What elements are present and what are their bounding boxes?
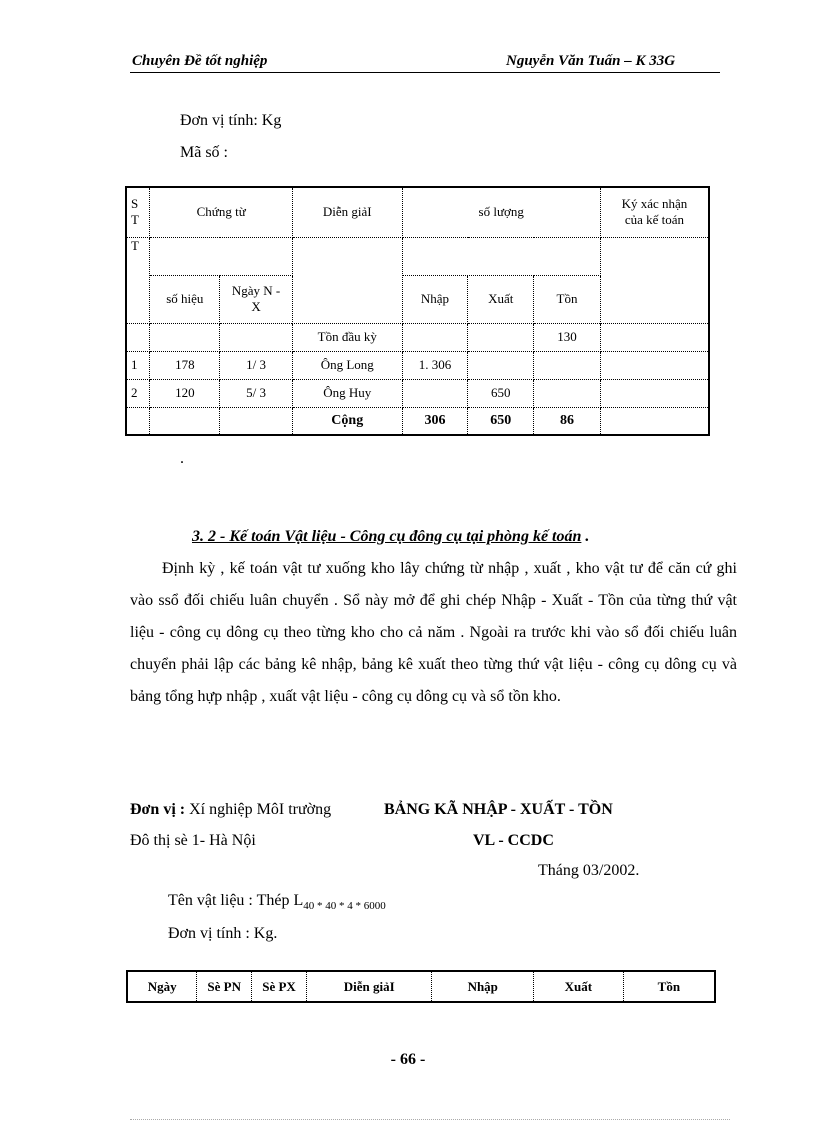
total-row (126, 407, 709, 435)
col-t: T (126, 237, 150, 323)
material-label: Tên vật liệu : Thép L (168, 892, 304, 909)
summary-col-date: Ngày (147, 978, 177, 994)
col-qty: số lượng (402, 187, 600, 237)
qty-spacer (402, 237, 600, 275)
header-left: Chuyên Đề tốt nghiệp (132, 53, 268, 69)
summary-table (126, 970, 716, 1003)
body-paragraph: Định kỳ , kế toán vật tư xuống kho lây chứng từ nhập , xuất , kho vật tư để căn cứ ghi vào ssổ đối chiếu luân chuyển . Sổ này mở để ghi chép Nhập - Xuất - Tồn của từng thứ vật liệu - công cụ dông cụ theo từng kho cho cả năm . Ngoài ra trước khi vào sổ đối chiếu luân chuyển phải lập các bảng kê nhập, bảng kê xuất theo từng thứ vật liệu - công cụ dông cụ và bảng tổng hựp nhập , xuất vật liệu - công cụ dông cụ và sổ tồn kho. (130, 560, 737, 705)
summary-col-in: Nhập (432, 971, 534, 1002)
stray-dot: . (180, 450, 184, 467)
report-month: Tháng 03/2002. (538, 862, 640, 879)
summary-col-stock: Tồn (623, 971, 715, 1002)
unit-line (130, 801, 331, 819)
sub-number: số hiệu (150, 275, 220, 323)
sub-out: Xuất (468, 275, 534, 323)
unit-label: Đơn vị tính: Kg (180, 112, 282, 129)
col-desc: Diễn giảI (292, 187, 402, 237)
voucher-spacer (150, 237, 293, 275)
total-in: 306 (402, 407, 468, 435)
ledger-table (125, 186, 710, 436)
report-subtitle: VL - CCDC (473, 832, 554, 849)
sub-in: Nhập (402, 275, 468, 323)
unit-prefix: Đơn vị : (130, 801, 186, 818)
total-out: 650 (468, 407, 534, 435)
col-voucher: Chứng từ (150, 187, 293, 237)
col-st: S T (126, 187, 150, 237)
confirm-spacer (600, 237, 709, 323)
bottom-rule (130, 1119, 730, 1120)
header-right: Nguyễn Văn Tuấn – K 33G (506, 53, 676, 69)
material-name (168, 892, 386, 912)
unit-name: Xí nghiệp MôI trường (185, 801, 332, 818)
summary-col-px: Sè PX (252, 971, 307, 1002)
desc-spacer (292, 237, 402, 323)
table-row: Tồn đầu kỳ 130 (126, 323, 709, 351)
table-row: 1 178 1/ 3 Ông Long 1. 306 (126, 351, 709, 379)
total-stock: 86 (534, 407, 601, 435)
header-rule (130, 72, 720, 73)
section-title (192, 528, 589, 546)
summary-col-desc: Diễn giảI (306, 971, 432, 1002)
sub-date: Ngày N - X (220, 275, 293, 323)
address-line: Đô thị sè 1- Hà Nội (130, 832, 256, 849)
sub-stock: Tồn (534, 275, 601, 323)
report-title: BẢNG KÃ NHẬP - XUẤT - TỒN (384, 801, 613, 818)
code-label: Mã số : (180, 144, 228, 161)
table-row: 2 120 5/ 3 Ông Huy 650 (126, 379, 709, 407)
summary-col-out: Xuất (534, 971, 624, 1002)
material-spec: 40 * 40 * 4 * 6000 (303, 900, 386, 913)
section-title-text: 3. 2 - Kế toán Vật liệu - Công cụ đông cụ tại phòng kế toán (192, 528, 582, 545)
section-title-end: . (581, 528, 590, 545)
page-number: - 66 - (390, 1051, 426, 1068)
material-unit: Đơn vị tính : Kg. (168, 925, 278, 942)
col-confirm: Ký xác nhận của kế toán (600, 187, 709, 237)
total-label: Cộng (292, 407, 402, 435)
summary-col-pn: Sè PN (197, 971, 252, 1002)
